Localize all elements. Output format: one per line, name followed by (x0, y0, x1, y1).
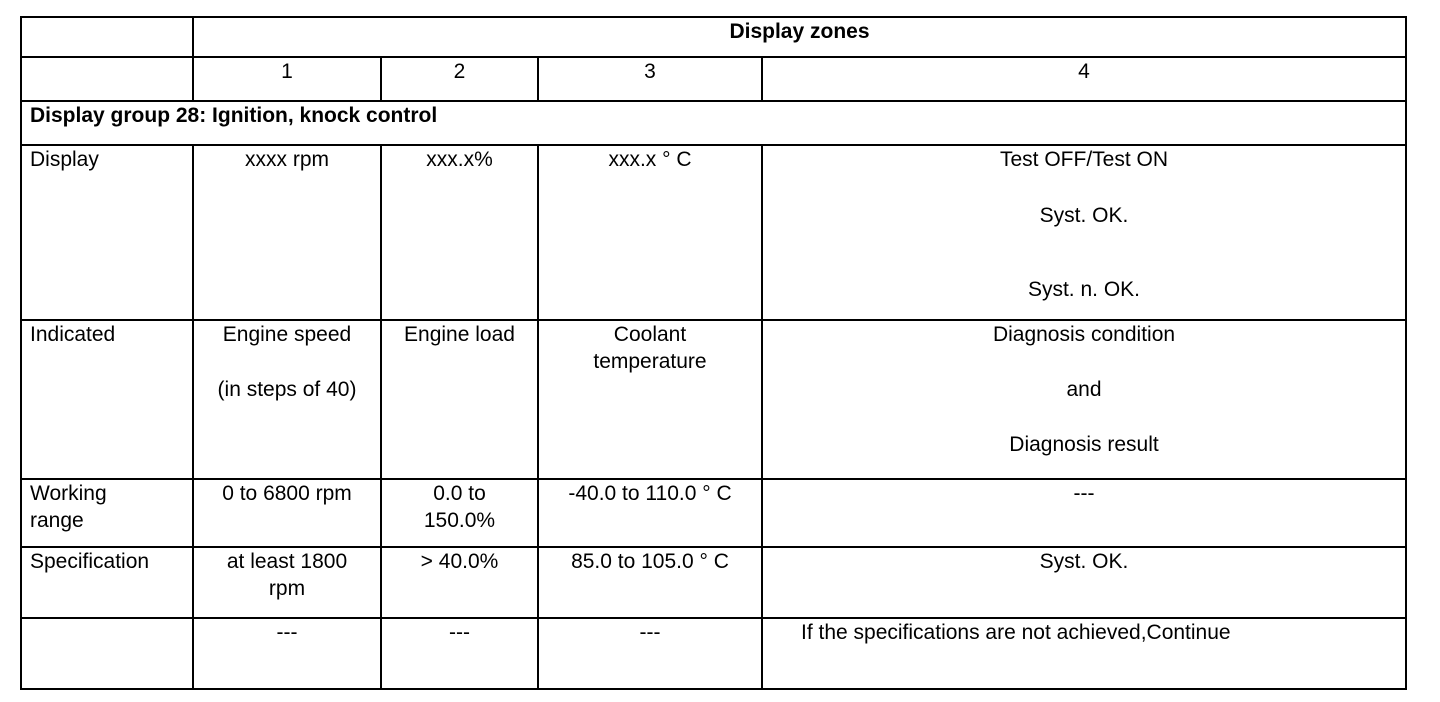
indicated-zone-3-line-1: Coolant (613, 323, 687, 346)
specification-zone-1 (193, 547, 381, 618)
working-range-zone-2-line-1: 0.0 to (433, 482, 486, 505)
working-range-zone-2 (381, 479, 538, 547)
working-range-zone-1: 0 to 6800 rpm (193, 479, 381, 547)
table-row-display (21, 145, 1406, 320)
table-row-working-range (21, 479, 1406, 547)
display-zone-4-line-1: Test OFF/Test ON (999, 148, 1169, 171)
working-range-zone-3: -40.0 to 110.0 ° C (538, 479, 762, 547)
indicated-zone-4 (762, 320, 1406, 479)
specification-zone-1-line-1: at least 1800 (226, 550, 348, 573)
display-zone-2: xxx.x% (381, 145, 538, 320)
empty-header-cell (21, 17, 193, 57)
header-row (21, 17, 1406, 57)
indicated-zone-3-line-2: temperature (593, 350, 707, 373)
indicated-zone-1 (193, 320, 381, 479)
group-title-row (21, 101, 1406, 145)
display-zone-1: xxxx rpm (193, 145, 381, 320)
row-label-working-range (21, 479, 193, 547)
working-range-zone-2-line-2: 150.0% (423, 509, 496, 532)
row-label-display: Display (21, 145, 193, 320)
indicated-zone-4-line-2: and (1066, 378, 1102, 401)
zone-number-4: 4 (762, 57, 1406, 101)
specification-zone-2: > 40.0% (381, 547, 538, 618)
continue-zone-1: --- (193, 618, 381, 689)
indicated-zone-1-line-2: (in steps of 40) (217, 378, 357, 401)
table-row-continue (21, 618, 1406, 689)
continue-zone-3: --- (538, 618, 762, 689)
specification-zone-4: Syst. OK. (762, 547, 1406, 618)
display-group-table (20, 16, 1407, 690)
table-row-indicated (21, 320, 1406, 479)
table-row-specification (21, 547, 1406, 618)
row-label-indicated: Indicated (21, 320, 193, 479)
display-zones-header: Display zones (193, 17, 1406, 57)
working-range-zone-4: --- (762, 479, 1406, 547)
display-zone-4-line-3: Syst. n. OK. (1027, 278, 1141, 301)
specification-zone-1-line-2: rpm (268, 577, 306, 600)
indicated-zone-4-line-3: Diagnosis result (1009, 433, 1159, 456)
working-range-label-line-2: range (30, 509, 84, 532)
specification-zone-3: 85.0 to 105.0 ° C (538, 547, 762, 618)
zone-number-3: 3 (538, 57, 762, 101)
indicated-zone-2: Engine load (381, 320, 538, 479)
group-title: Display group 28: Ignition, knock control (21, 101, 1406, 145)
row-label-empty (21, 618, 193, 689)
zone-number-row (21, 57, 1406, 101)
continue-zone-2: --- (381, 618, 538, 689)
row-label-specification: Specification (21, 547, 193, 618)
indicated-zone-4-line-1: Diagnosis condition (992, 323, 1176, 346)
display-zone-4 (762, 145, 1406, 320)
empty-zone-label-cell (21, 57, 193, 101)
zone-number-1: 1 (193, 57, 381, 101)
working-range-label-line-1: Working (30, 482, 107, 505)
continue-zone-4: If the specifications are not achieved,Continue (762, 618, 1406, 689)
indicated-zone-3 (538, 320, 762, 479)
zone-number-2: 2 (381, 57, 538, 101)
display-zone-3: xxx.x ° C (538, 145, 762, 320)
indicated-zone-1-line-1: Engine speed (222, 323, 352, 346)
display-zone-4-line-2: Syst. OK. (1039, 204, 1129, 227)
